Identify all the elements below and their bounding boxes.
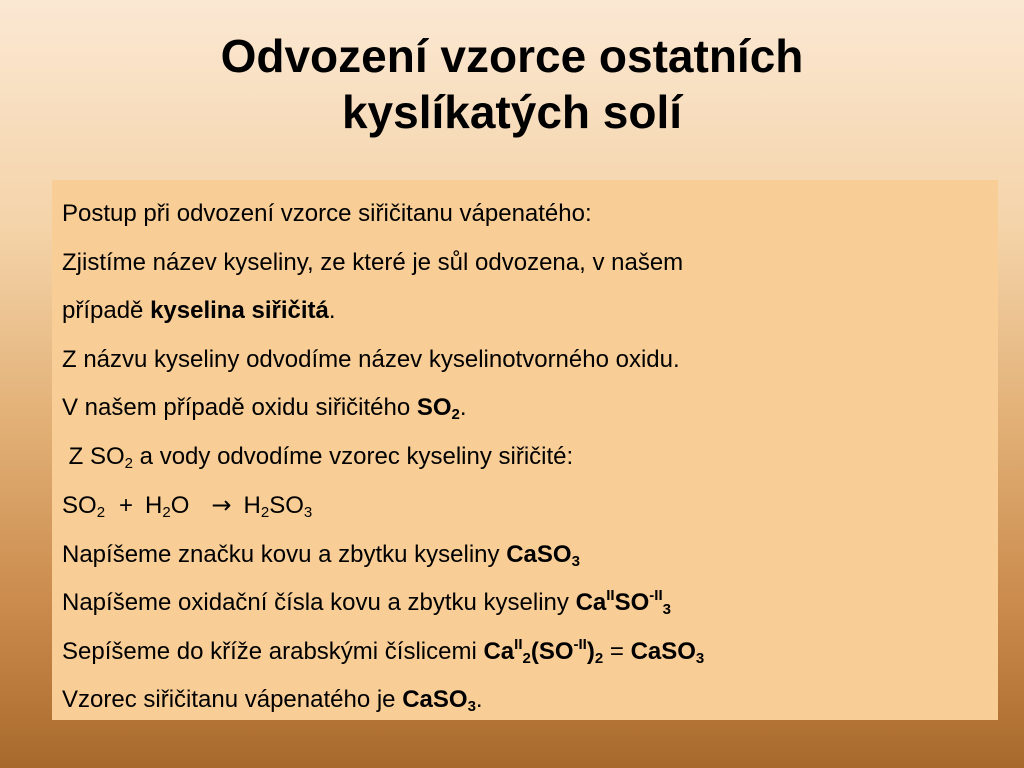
product-so: SO <box>269 492 304 519</box>
reactant-so2-sub: 2 <box>96 504 106 521</box>
arrow-icon: → <box>211 491 232 519</box>
product-so-sub: 3 <box>303 504 313 521</box>
line-1-text: Postup při odvození vzorce siřičitanu vápenatého: <box>62 200 592 227</box>
calcium-symbol: Ca <box>483 637 515 665</box>
formula-sub: 3 <box>467 698 476 715</box>
line-10-text: Sepíšeme do kříže arabskými číslicemi <box>62 637 484 665</box>
line-3-text: případě <box>62 297 151 324</box>
line-9-text: Napíšeme oxidační čísla kovu a zbytku kyseliny <box>62 589 576 616</box>
line-9 <box>62 579 998 628</box>
line-6 <box>62 433 998 482</box>
reaction-equation <box>62 481 998 531</box>
reactant-so2: SO <box>62 492 97 519</box>
formula-cross <box>483 635 604 667</box>
line-10 <box>62 628 998 677</box>
formula-sub: 3 <box>571 552 580 570</box>
line-2-text: Zjistíme název kyseliny, ze které je sůl odvozena, v našem <box>62 248 684 276</box>
line-8 <box>62 531 998 580</box>
formula-sub: 3 <box>695 649 705 667</box>
line-3-end: . <box>328 297 336 324</box>
slide-title <box>0 28 1024 140</box>
line-2 <box>62 239 998 288</box>
formula-result <box>631 638 705 665</box>
oxide-formula-base: SO <box>416 394 452 421</box>
line-4-text: Z názvu kyseliny odvodíme název kyselinotvorného oxidu. <box>62 345 680 373</box>
formula-base: CaSO <box>506 540 572 568</box>
sulfite-oxidation: -II <box>649 587 663 604</box>
calcium-oxidation: II <box>606 587 615 604</box>
title-line-2: kyslíkatých solí <box>341 86 683 138</box>
line-11 <box>62 676 998 725</box>
reactant-h2o-end: O <box>170 492 190 519</box>
line-11-end: . <box>475 686 483 713</box>
line-6-rest: a vody odvodíme vzorec kyseliny siřičité: <box>133 442 574 470</box>
line-6-text: Z SO <box>62 442 125 470</box>
formula-caso3-step1 <box>506 541 580 568</box>
sulfite-count: 2 <box>594 649 604 667</box>
line-6-sub: 2 <box>124 454 134 472</box>
title-line-1: Odvození vzorce ostatních <box>220 30 804 82</box>
line-5-text: V našem případě oxidu siřičitého <box>62 394 417 421</box>
line-3 <box>62 287 998 336</box>
sulfite-sub: 3 <box>662 601 671 618</box>
product-h2so3: H <box>243 492 261 519</box>
line-11-text: Vzorec siřičitanu vápenatého je <box>62 686 403 713</box>
formula-base: CaSO <box>402 686 468 713</box>
plus-sign: + <box>119 492 134 519</box>
reactant-h2o: H <box>145 492 163 519</box>
formula-base: CaSO <box>630 637 696 665</box>
line-5-end: . <box>459 394 467 421</box>
final-formula <box>402 686 476 713</box>
formula-oxidation-numbers <box>576 589 671 616</box>
calcium-oxidation: II <box>514 635 523 653</box>
line-1 <box>62 190 998 239</box>
line-8-text: Napíšeme značku kovu a zbytku kyseliny <box>62 540 507 568</box>
sulfite-close: ) <box>586 637 595 665</box>
sulfite-group: (SO <box>530 637 574 665</box>
calcium-count: 2 <box>522 649 531 667</box>
oxide-formula-sub: 2 <box>451 406 460 423</box>
oxide-formula <box>417 394 460 421</box>
sulfite-symbol: SO <box>614 589 650 616</box>
calcium-symbol: Ca <box>575 589 607 616</box>
sulfite-oxidation: -II <box>573 635 587 653</box>
acid-name: kyselina siřičitá <box>150 297 329 324</box>
product-h-sub: 2 <box>260 504 270 521</box>
reactant-h2o-sub: 2 <box>162 504 171 521</box>
line-4 <box>62 336 998 385</box>
line-5 <box>62 384 998 433</box>
equals-sign: = <box>603 637 631 665</box>
content-box <box>52 180 998 720</box>
